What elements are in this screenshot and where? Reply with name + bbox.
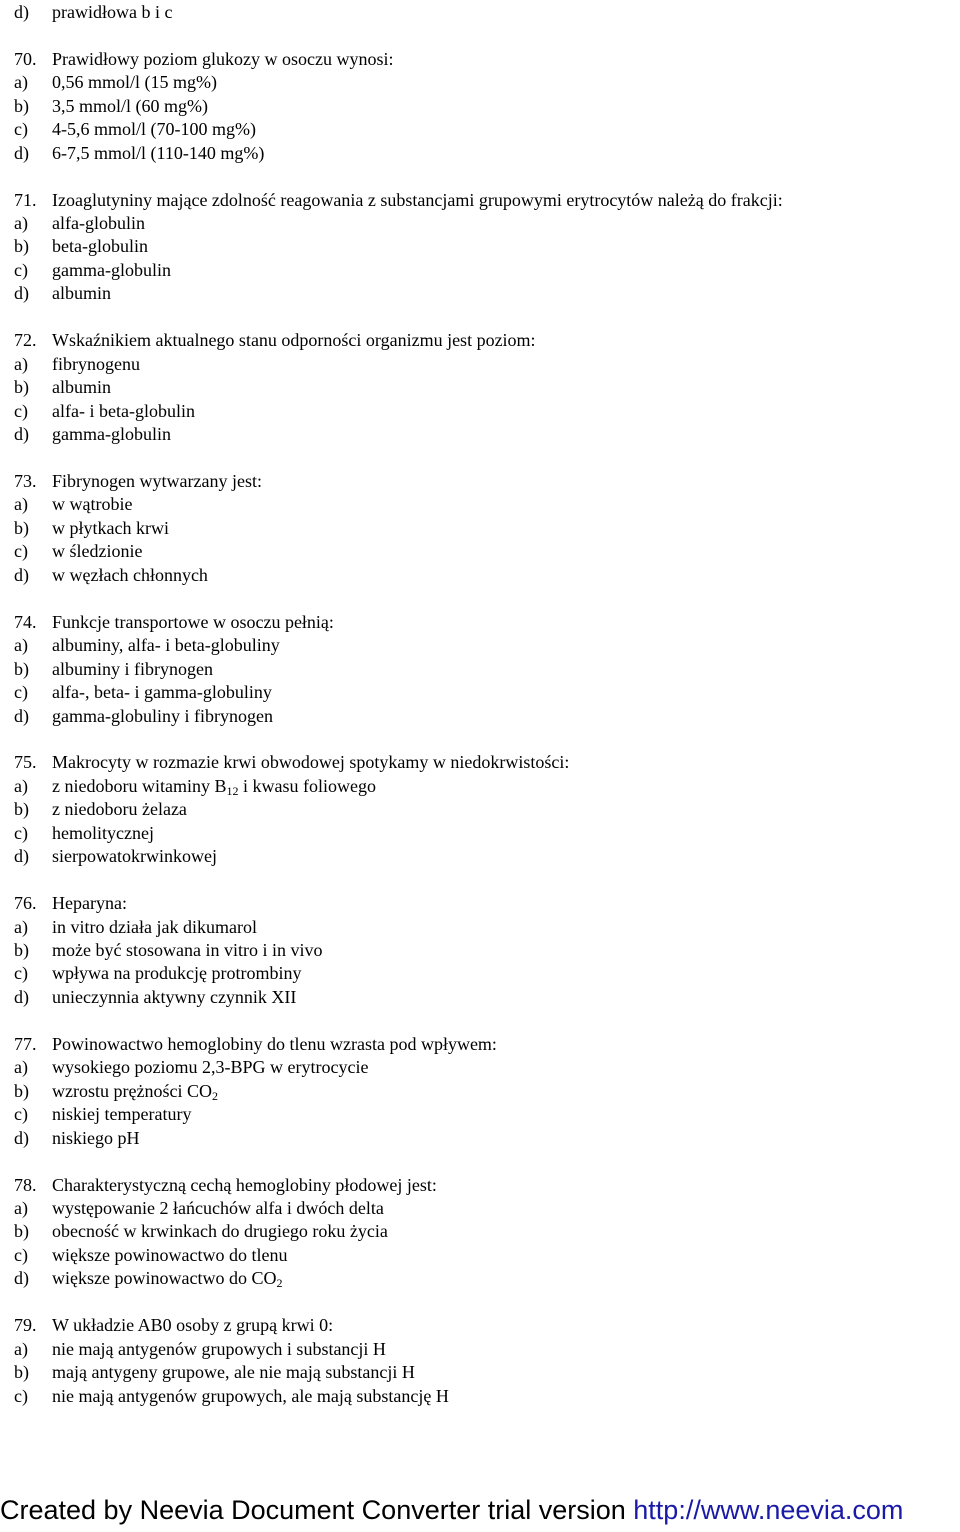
question-number: 77. (14, 1034, 37, 1054)
answer-label: d) (14, 424, 29, 444)
answer-line (14, 1266, 282, 1290)
answer-label: b) (14, 518, 29, 538)
answer-line (14, 938, 322, 962)
answer-label: b) (14, 659, 29, 679)
subscript: 2 (211, 1089, 218, 1103)
answer-label: a) (14, 635, 28, 655)
question-text: Wskaźnikiem aktualnego stanu odporności organizmu jest poziom: (52, 330, 536, 350)
answer-line (14, 1196, 384, 1220)
answer-line (14, 1126, 140, 1150)
answer-text-after: i kwasu foliowego (238, 776, 376, 796)
answer-text: wpływa na produkcję protrombiny (52, 963, 302, 983)
answer-label: a) (14, 1198, 28, 1218)
answer-text: niskiego pH (52, 1128, 140, 1148)
answer-text: z niedoboru witaminy B (52, 776, 227, 796)
answer-label: c) (14, 401, 28, 421)
question-line (14, 188, 783, 212)
answer-line (14, 1243, 287, 1267)
answer-text: występowanie 2 łańcuchów alfa i dwóch delta (52, 1198, 384, 1218)
answer-label: b) (14, 1081, 29, 1101)
answer-label: c) (14, 541, 28, 561)
question-text: Funkcje transportowe w osoczu pełnią: (52, 612, 334, 632)
footer-text: Created by Neevia Document Converter trial version (0, 1495, 634, 1525)
question-text: Powinowactwo hemoglobiny do tlenu wzrasta pod wpływem: (52, 1034, 497, 1054)
question-number: 78. (14, 1175, 37, 1195)
answer-text: może być stosowana in vitro i in vivo (52, 940, 323, 960)
question-line (14, 1313, 333, 1337)
answer-text: nie mają antygenów grupowych, ale mają substancję H (52, 1386, 449, 1406)
answer-line (14, 281, 111, 305)
question-number: 76. (14, 893, 37, 913)
question-line (14, 610, 334, 634)
answer-line (14, 704, 273, 728)
answer-label: c) (14, 1104, 28, 1124)
answer-text: alfa-, beta- i gamma-globuliny (52, 682, 272, 702)
question-text: W układzie AB0 osoby z grupą krwi 0: (52, 1315, 334, 1335)
answer-label: d) (14, 846, 29, 866)
converter-footer (0, 1492, 960, 1528)
answer-text: z niedoboru żelaza (52, 799, 187, 819)
answer-label: b) (14, 1221, 29, 1241)
answer-text: gamma-globulin (52, 424, 171, 444)
answer-line (14, 492, 132, 516)
answer-line (14, 657, 213, 681)
answer-label: a) (14, 776, 28, 796)
answer-text: większe powinowactwo do CO (52, 1268, 277, 1288)
answer-label: b) (14, 96, 29, 116)
question-line (14, 328, 536, 352)
answer-text: 6-7,5 mmol/l (110-140 mg%) (52, 143, 265, 163)
answer-line (14, 797, 187, 821)
answer-text: sierpowatokrwinkowej (52, 846, 217, 866)
question-number: 70. (14, 49, 37, 69)
question-number: 73. (14, 471, 37, 491)
answer-label: d) (14, 987, 29, 1007)
footer-link[interactable]: http://www.neevia.com (633, 1495, 904, 1525)
question-text: Izoaglutyniny mające zdolność reagowania z substancjami grupowymi erytrocytów należą do frakcji: (52, 190, 783, 210)
answer-line (14, 821, 154, 845)
answer-text: gamma-globuliny i fibrynogen (52, 706, 273, 726)
answer-text: prawidłowa b i c (52, 2, 173, 22)
answer-label: d) (14, 706, 29, 726)
answer-line (14, 399, 195, 423)
subscript: 2 (276, 1276, 283, 1290)
answer-label: d) (14, 2, 29, 22)
answer-line (14, 234, 148, 258)
answer-label: c) (14, 823, 28, 843)
answer-label: d) (14, 283, 29, 303)
answer-line (14, 0, 172, 24)
question-line (14, 47, 393, 71)
answer-text: w śledzionie (52, 541, 143, 561)
answer-text: in vitro działa jak dikumarol (52, 917, 257, 937)
answer-text: mają antygeny grupowe, ale nie mają substancji H (52, 1362, 415, 1382)
answer-line (14, 563, 208, 587)
answer-line (14, 117, 256, 141)
question-text: Prawidłowy poziom glukozy w osoczu wynosi: (52, 49, 394, 69)
answer-label: a) (14, 494, 28, 514)
answer-text: 3,5 mmol/l (60 mg%) (52, 96, 208, 116)
answer-line (14, 1219, 388, 1243)
answer-label: c) (14, 963, 28, 983)
answer-label: b) (14, 940, 29, 960)
answer-label: b) (14, 799, 29, 819)
question-line (14, 1032, 497, 1056)
answer-line (14, 844, 217, 868)
question-line (14, 469, 262, 493)
question-text: Fibrynogen wytwarzany jest: (52, 471, 262, 491)
answer-line (14, 985, 296, 1009)
answer-text: niskiej temperatury (52, 1104, 192, 1124)
answer-label: d) (14, 1268, 29, 1288)
answer-line (14, 680, 272, 704)
answer-line (14, 516, 169, 540)
answer-text: albuminy, alfa- i beta-globuliny (52, 635, 280, 655)
answer-line (14, 1102, 191, 1126)
question-text: Charakterystyczną cechą hemoglobiny płodowej jest: (52, 1175, 437, 1195)
answer-text: hemolitycznej (52, 823, 154, 843)
answer-label: a) (14, 354, 28, 374)
answer-line (14, 633, 280, 657)
answer-label: b) (14, 236, 29, 256)
answer-text: alfa-globulin (52, 213, 145, 233)
answer-line (14, 258, 171, 282)
answer-text: gamma-globulin (52, 260, 171, 280)
question-line (14, 891, 127, 915)
answer-text: albuminy i fibrynogen (52, 659, 213, 679)
question-line (14, 750, 569, 774)
answer-text: unieczynnia aktywny czynnik XII (52, 987, 297, 1007)
answer-line (14, 211, 145, 235)
question-number: 71. (14, 190, 37, 210)
answer-label: c) (14, 1386, 28, 1406)
answer-text: albumin (52, 377, 111, 397)
answer-label: c) (14, 260, 28, 280)
answer-text: większe powinowactwo do tlenu (52, 1245, 288, 1265)
question-text: Heparyna: (52, 893, 127, 913)
answer-line (14, 915, 257, 939)
answer-text: wzrostu prężności CO (52, 1081, 212, 1101)
answer-text: obecność w krwinkach do drugiego roku życia (52, 1221, 388, 1241)
answer-text: nie mają antygenów grupowych i substancji H (52, 1339, 386, 1359)
answer-line (14, 375, 111, 399)
answer-text: w płytkach krwi (52, 518, 169, 538)
answer-line (14, 141, 264, 165)
answer-label: a) (14, 917, 28, 937)
answer-line (14, 70, 217, 94)
answer-label: a) (14, 1057, 28, 1077)
question-number: 75. (14, 752, 37, 772)
answer-text: 0,56 mmol/l (15 mg%) (52, 72, 217, 92)
answer-label: b) (14, 377, 29, 397)
answer-label: d) (14, 1128, 29, 1148)
answer-text: w węzłach chłonnych (52, 565, 208, 585)
answer-line (14, 1079, 218, 1103)
answer-label: c) (14, 119, 28, 139)
answer-label: a) (14, 72, 28, 92)
answer-line (14, 422, 171, 446)
answer-line (14, 1384, 449, 1408)
answer-line (14, 94, 208, 118)
answer-line (14, 539, 142, 563)
answer-line (14, 1360, 415, 1384)
answer-label: d) (14, 565, 29, 585)
question-number: 74. (14, 612, 37, 632)
answer-line (14, 352, 140, 376)
answer-text: wysokiego poziomu 2,3-BPG w erytrocycie (52, 1057, 369, 1077)
answer-text: w wątrobie (52, 494, 133, 514)
answer-line (14, 774, 376, 798)
answer-text: alfa- i beta-globulin (52, 401, 195, 421)
answer-label: b) (14, 1362, 29, 1382)
answer-line (14, 1055, 368, 1079)
subscript: 12 (226, 784, 239, 798)
question-line (14, 1173, 437, 1197)
answer-text: fibrynogenu (52, 354, 140, 374)
answer-label: a) (14, 1339, 28, 1359)
answer-text: beta-globulin (52, 236, 148, 256)
answer-line (14, 1337, 386, 1361)
answer-label: d) (14, 143, 29, 163)
answer-label: c) (14, 1245, 28, 1265)
question-number: 79. (14, 1315, 37, 1335)
answer-text: 4-5,6 mmol/l (70-100 mg%) (52, 119, 256, 139)
question-number: 72. (14, 330, 37, 350)
answer-label: a) (14, 213, 28, 233)
answer-line (14, 961, 301, 985)
answer-text: albumin (52, 283, 111, 303)
answer-label: c) (14, 682, 28, 702)
question-text: Makrocyty w rozmazie krwi obwodowej spotykamy w niedokrwistości: (52, 752, 570, 772)
